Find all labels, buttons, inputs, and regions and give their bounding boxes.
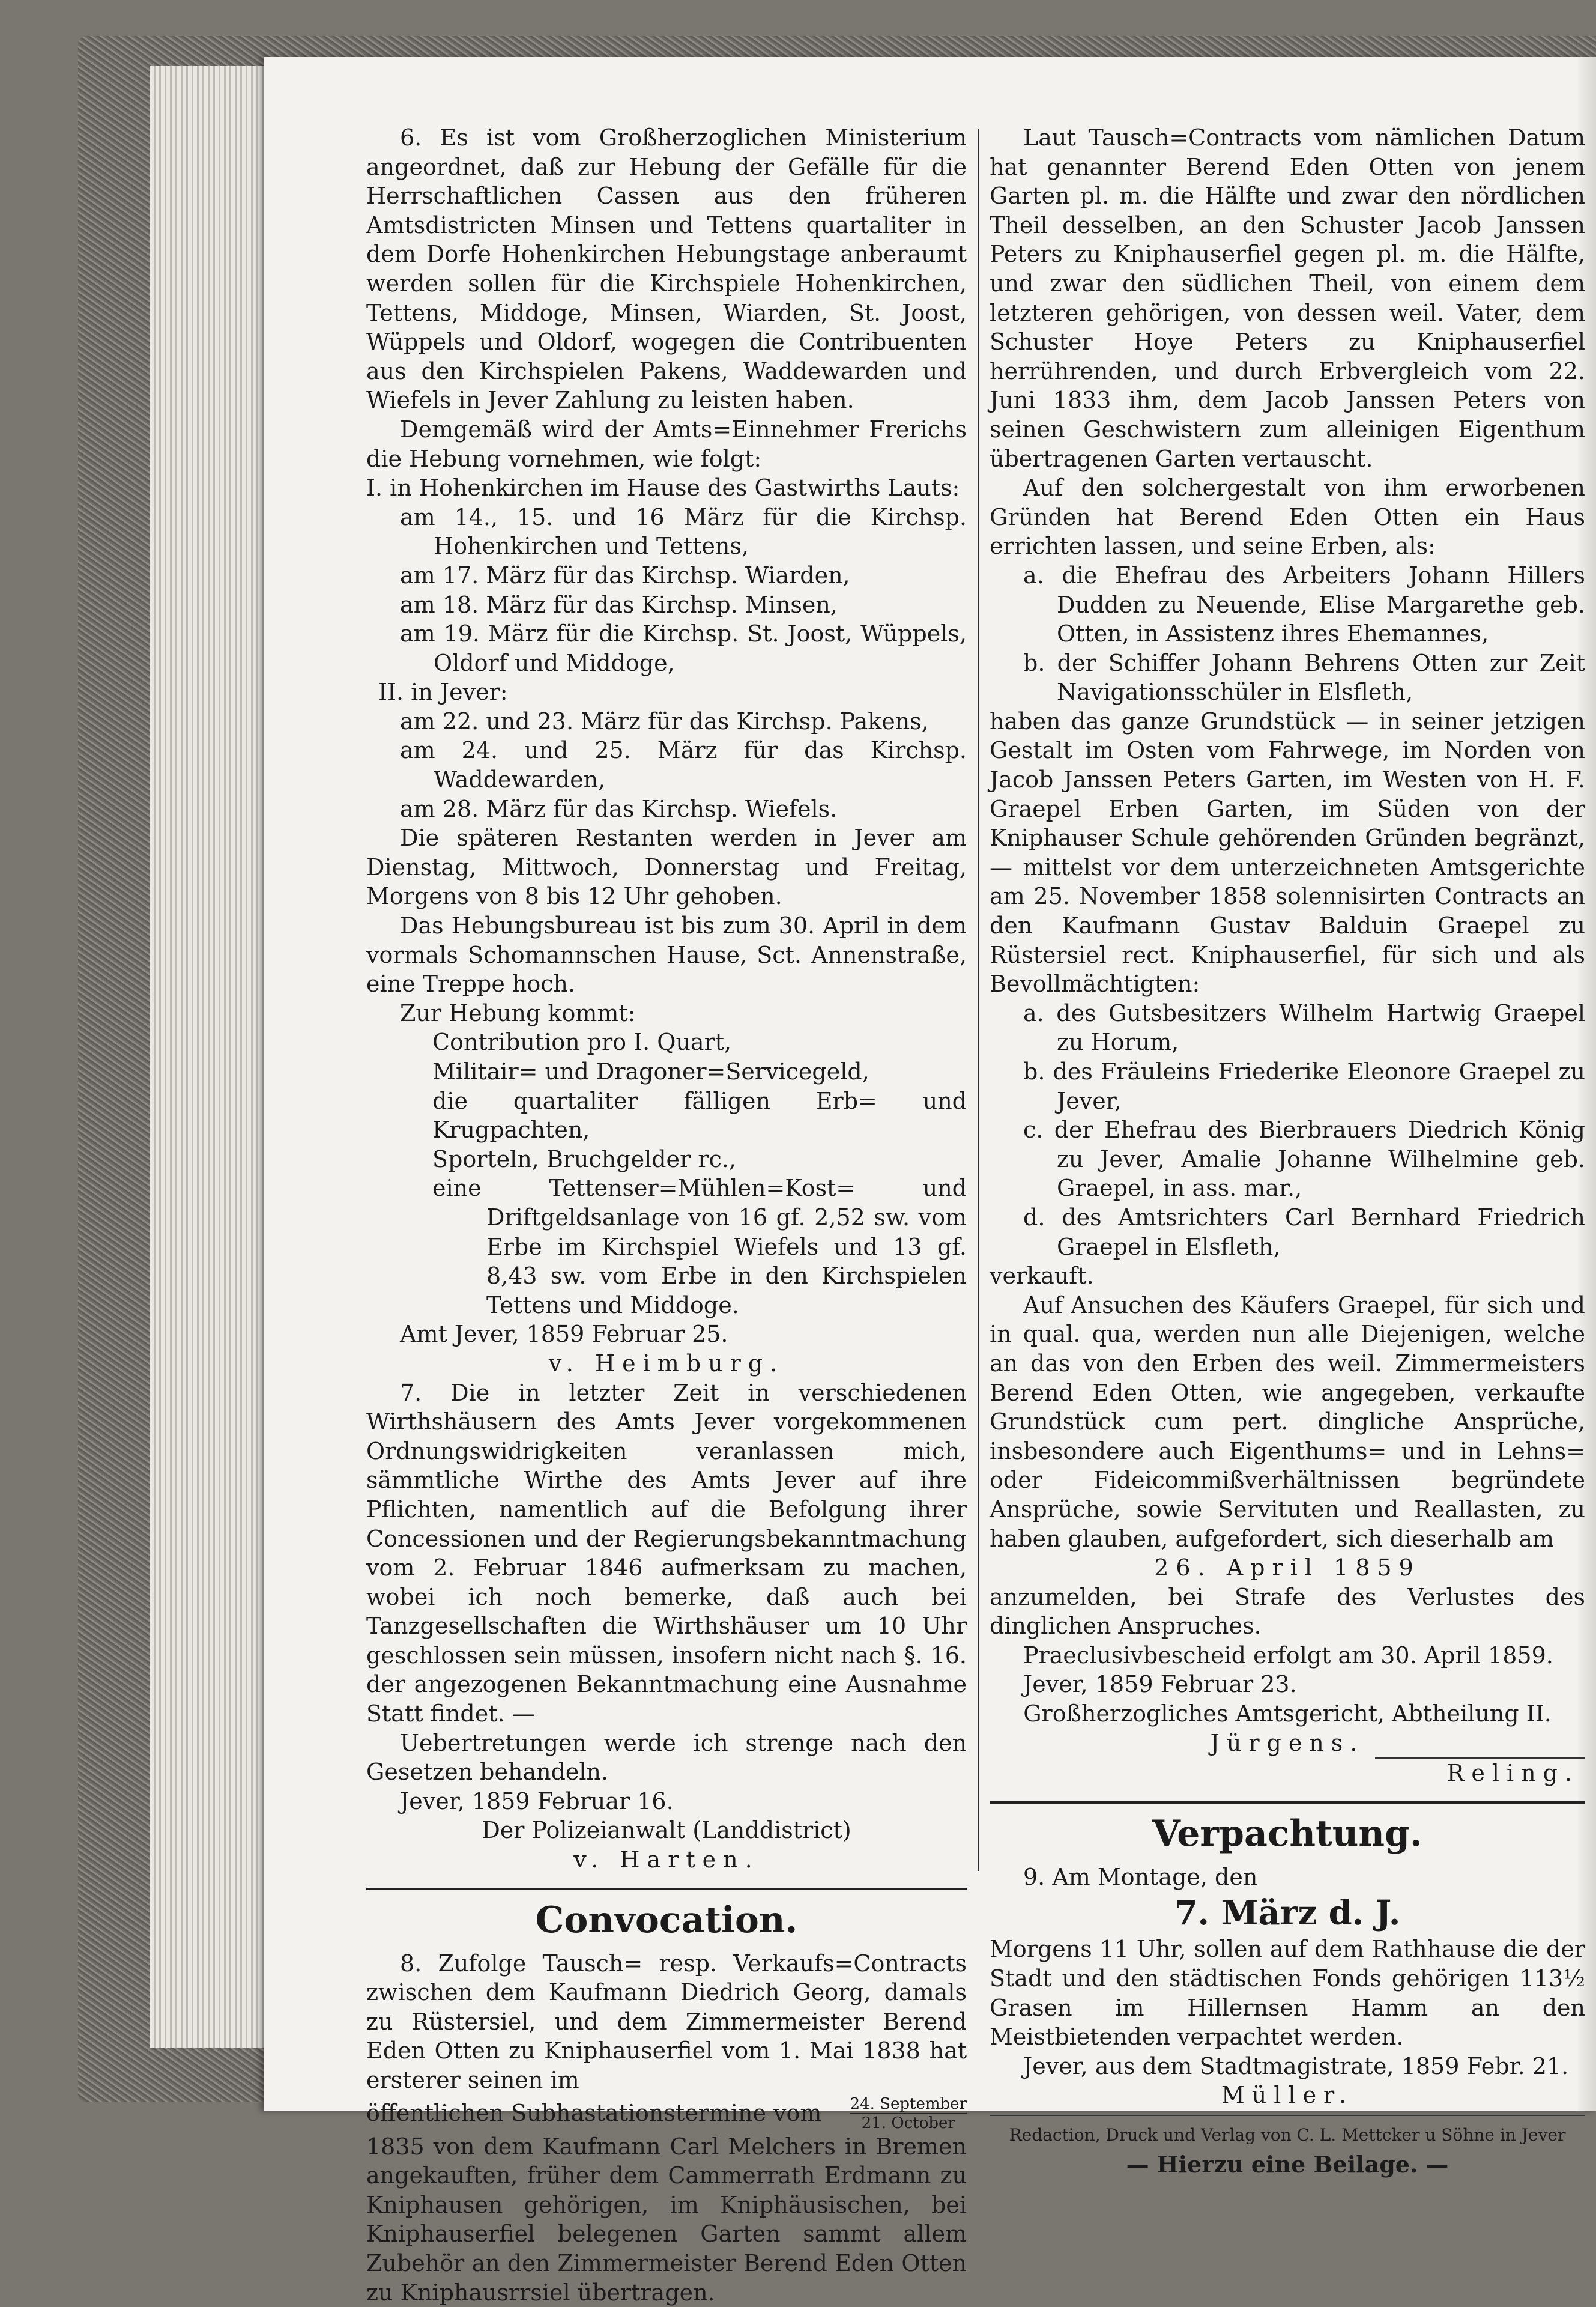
notice-9-paragraph: Morgens 11 Uhr, sollen auf dem Rathhause die der Stadt und den städtischen Fonds gehörigen 113½ Grasen im Hillernsen Hamm an den Meistbietenden verpachtet werden. — [990, 1936, 1585, 2051]
notice-8-paragraph: 1835 von dem Kaufmann Carl Melchers in Bremen angekauften, früher dem Cammerrath Erdmann zu Kniphausen gehörigen, im Kniphäusischen, bei Kniphauserfiel belegenen Garten sammt allem Zubehör an den Zimmermeister Berend Eden Otten zu Kniphausrrsiel übertragen. — [366, 2133, 967, 2306]
notice-7-signature: Der Polizeianwalt (Landdistrict) — [482, 1817, 851, 1844]
notice-6-paragraph: Die späteren Restanten werden in Jever am Dienstag, Mittwoch, Donnerstag und Freitag, Morgens von 8 bis 12 Uhr gehoben. — [366, 825, 967, 910]
notice-6-paragraph: Das Hebungsbureau ist bis zum 30. April in dem vormals Schomannschen Hause, Sct. Annenstraße, eine Treppe hoch. — [366, 912, 967, 998]
notice-8-paragraph: 8. Zufolge Tausch= resp. Verkaufs=Contracts zwischen dem Kaufmann Diedrich Georg, damals zu Rüstersiel, und dem Zimmermeister Berend Eden Otten zu Kniphauserfiel vom 1. Mai 1838 hat ersterer seinen im — [366, 1950, 967, 2093]
right-column — [990, 123, 1585, 2179]
court-name: Großherzogliches Amtsgericht, Abtheilung II. — [1023, 1700, 1552, 1727]
kommt-item: Sporteln, Bruchgelder rc., — [432, 1145, 736, 1172]
subhastation-line — [366, 2095, 967, 2132]
hebung-I-item: am 18. März für das Kirchsp. Minsen, — [400, 591, 838, 618]
court-signature-2: Reling. — [1375, 1757, 1585, 1788]
notice-9-place: Jever, aus dem Stadtmagistrate, 1859 Febr. 21. — [1023, 2052, 1569, 2079]
registration-date: 26. April 1859 — [1154, 1554, 1421, 1581]
subhastation-text: öffentlichen Subhastationstermine vom — [366, 2100, 822, 2127]
principal-item: c. der Ehefrau des Bierbrauers Diedrich König zu Jever, Amalie Johanne Wilhelmine geb. Graepel, in ass. mar., — [1023, 1117, 1585, 1202]
imprint: Redaction, Druck und Verlag von C. L. Mettcker u Söhne in Jever — [1009, 2125, 1566, 2145]
supplement-note: — Hierzu eine Beilage. — — [1126, 2150, 1449, 2178]
date-fraction-top: 24. September — [850, 2094, 967, 2113]
notice-9-date: 7. März d. J. — [1174, 1893, 1401, 1933]
newspaper-page — [264, 57, 1596, 2306]
notice-8-continued: haben das ganze Grundstück — in seiner jetzigen Gestalt im Osten vom Fahrwege, im Norden von Jacob Janssen Peters Garten, im Westen von H. F. Graepel Erben Garten, im Süden von der Kniphauser Schule gehörenden Gründen begränzt, — mittelst vor dem unterzeichneten Amtsgerichte am 25. November 1858 solennisirten Contracts an den Kaufmann Gustav Balduin Graepel zu Rüstersiel rect. Kniphauserfiel, für sich und als Bevollmächtigten: — [990, 708, 1585, 998]
notice-6-date: Amt Jever, 1859 Februar 25. — [400, 1321, 728, 1348]
kommt-item: eine Tettenser=Mühlen=Kost= und Driftgeldsanlage von 16 gf. 2,52 sw. vom Erbe im Kirchspiel Wiefels und 13 gf. 8,43 sw. vom Erbe in den Kirchspielen Tettens und Middoge. — [432, 1175, 967, 1318]
notice-8-continued: Laut Tausch=Contracts vom nämlichen Datum hat genannter Berend Eden Otten von jenem Garten pl. m. die Hälfte und zwar den nördlichen Theil desselben, an den Schuster Jacob Janssen Peters zu Kniphauserfiel gegen pl. m. die Hälfte, und zwar den südlichen Theil, von einem dem letzteren gehörigen, von dessen weil. Vater, dem Schuster Hoye Peters zu Kniphauserfiel herrührenden, und durch Erbvergleich vom 22. Juni 1833 ihm, dem Jacob Janssen Peters von seinen Geschwistern zum alleinigen Eigenthum übertragenen Garten vertauscht. — [990, 124, 1585, 472]
column-divider — [978, 129, 979, 1871]
notice-8-continued: Praeclusivbescheid erfolgt am 30. April 1859. — [1023, 1642, 1553, 1669]
section-rule — [990, 1801, 1585, 1804]
section-rule — [366, 1888, 967, 1890]
notice-6-paragraph: 6. Es ist vom Großherzoglichen Ministerium angeordnet, daß zur Hebung der Gefälle für die Herrschaftlichen Cassen aus den früheren Amtsdistricten Minsen und Tettens quartaliter in dem Dorfe Hohenkirchen Hebungstage anberaumt werden sollen für die Kirchspiele Hohenkirchen, Tettens, Middoge, Minsen, Wiarden, St. Joost, Wüppels und Oldorf, wogegen die Contribuenten aus den Kirchspielen Pakens, Waddewarden und Wiefels in Jever Zahlung zu leisten haben. — [366, 124, 967, 414]
notice-7-paragraph: Uebertretungen werde ich strenge nach den Gesetzen behandeln. — [366, 1729, 967, 1786]
principal-item: a. des Gutsbesitzers Wilhelm Hartwig Graepel zu Horum, — [1023, 999, 1585, 1056]
notice-8-continued: verkauft. — [990, 1263, 1094, 1290]
notice-7-paragraph: 7. Die in letzter Zeit in verschiedenen Wirthshäusern des Amts Jever vorgekommenen Ordnungswidrigkeiten veranlassen mich, sämmtliche Wirthe des Amts Jever auf ihre Pflichten, namentlich auf die Befolgung ihrer Concessionen und der Regierungsbekanntmachung vom 2. Februar 1846 aufmerksam zu machen, wobei ich noch bemerke, daß auch bei Tanzgesellschaften die Wirthshäuser um 10 Uhr geschlossen sein müssen, insofern nicht nach §. 16. der angezogenen Bekanntmachung eine Ausnahme Statt findet. — — [366, 1379, 967, 1727]
convocation-heading: Convocation. — [535, 1899, 798, 1941]
notice-7-signature: v. Harten. — [573, 1846, 760, 1873]
notice-8-continued: Auf den solchergestalt von ihm erworbenen Gründen hat Berend Eden Otten ein Haus errichten lassen, und seine Erben, als: — [990, 474, 1585, 560]
date-fraction-bottom: 21. October — [861, 2114, 955, 2132]
principal-item: b. des Fräuleins Friederike Eleonore Graepel zu Jever, — [1023, 1058, 1585, 1114]
hebung-I-item: am 17. März für das Kirchsp. Wiarden, — [400, 562, 850, 589]
hebung-II-item: am 24. und 25. März für das Kirchsp. Waddewarden, — [400, 737, 967, 793]
kommt-item: Militair= und Dragoner=Servicegeld, — [432, 1058, 869, 1085]
heir-item: b. der Schiffer Johann Behrens Otten zur Zeit Navigationsschüler in Elsfleth, — [1023, 649, 1585, 706]
notice-7-date: Jever, 1859 Februar 16. — [400, 1787, 674, 1814]
kommt-item: die quartaliter fälligen Erb= und Krugpachten, — [432, 1087, 967, 1144]
verpachtung-heading: Verpachtung. — [1152, 1812, 1422, 1855]
notice-9-paragraph: 9. Am Montage, den — [1023, 1863, 1258, 1890]
date-fraction — [850, 2095, 967, 2132]
principal-item: d. des Amtsrichters Carl Bernhard Friedrich Graepel in Elsfleth, — [1023, 1204, 1585, 1260]
hebung-II-item: am 28. März für das Kirchsp. Wiefels. — [400, 795, 838, 822]
hebung-I-item: am 19. März für die Kirchsp. St. Joost, Wüppels, Oldorf und Middoge, — [400, 620, 967, 676]
left-column — [366, 123, 967, 2307]
imprint-rule — [990, 2115, 1585, 2116]
hebung-II-item: am 22. und 23. März für das Kirchsp. Pakens, — [400, 708, 929, 735]
notice-6-signature: v. Heimburg. — [548, 1350, 785, 1377]
notice-6-paragraph: Demgemäß wird der Amts=Einnehmer Frerichs die Hebung vornehmen, wie folgt: — [366, 416, 967, 472]
notice-8-date: Jever, 1859 Februar 23. — [1023, 1671, 1297, 1698]
hebung-I-title: I. in Hohenkirchen im Hause des Gastwirths Lauts: — [366, 474, 960, 502]
hebung-II-title: II. in Jever: — [378, 679, 508, 706]
court-signature: Jürgens. — [1210, 1729, 1365, 1756]
notice-8-continued: Auf Ansuchen des Käufers Graepel, für sich und in qual. qua, werden nun alle Diejenigen, welche an das von den Erben des weil. Zimmermeisters Berend Eden Otten, wie angegeben, verkaufte Grundstück cum pert. dingliche Ansprüche, insbesondere auch Eigenthums= und in Lehns= oder Fideicommißverhältnissen begründete Ansprüche, sowie Servituten und Reallasten, zu haben glauben, aufgefordert, sich dieserhalb am — [990, 1291, 1585, 1552]
hebung-I-item: am 14., 15. und 16 März für die Kirchsp. Hohenkirchen und Tettens, — [400, 503, 967, 560]
kommt-item: Contribution pro I. Quart, — [432, 1029, 732, 1056]
heir-item: a. die Ehefrau des Arbeiters Johann Hillers Dudden zu Neuende, Elise Margarethe geb. Otten, in Assistenz ihres Ehemannes, — [1023, 562, 1585, 647]
notice-8-continued: anzumelden, bei Strafe des Verlustes des dinglichen Anspruches. — [990, 1583, 1585, 1640]
notice-6-paragraph: Zur Hebung kommt: — [400, 999, 636, 1026]
second-signature-line — [990, 1757, 1585, 1788]
notice-9-signature: Müller. — [1221, 2082, 1354, 2109]
